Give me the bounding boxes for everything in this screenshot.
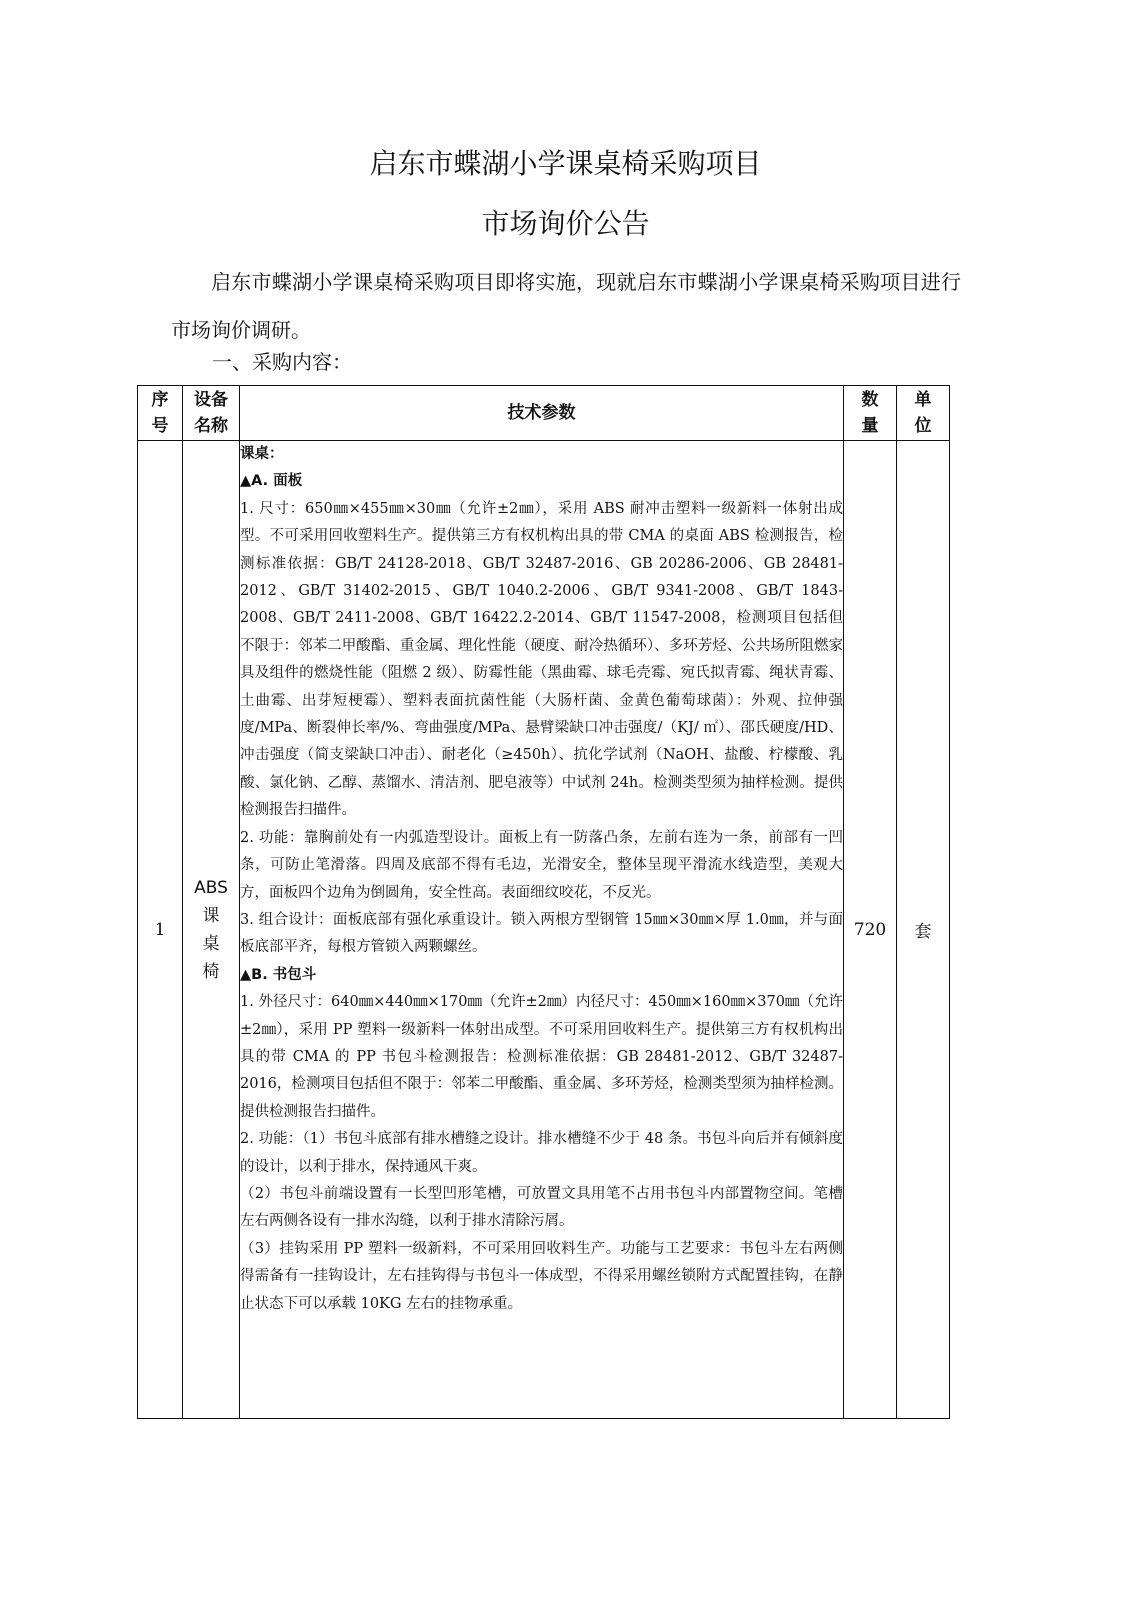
header-equipment-name: 设备 名称	[183, 386, 240, 441]
spec-b-item-1: 1. 外径尺寸：640㎜×440㎜×170㎜（允许±2㎜）内径尺寸：450㎜×160㎜×370㎜（允许±2㎜），采用 PP 塑料一级新料一体射出成型。不可采用回收料生产。提供第三方有权机构出具的带 CMA 的 PP 书包斗检测报告：检测标准依据：GB 28481-2012、GB/T 32487-2016，检测项目包括但不限于：邻苯二甲酸酯、重金属、多环芳烃，检测类型须为抽样检测。提供检测报告扫描件。	[240, 994, 843, 1120]
cell-unit: 套	[897, 441, 950, 1419]
table-row	[138, 441, 950, 1419]
procurement-table	[137, 385, 950, 1419]
cell-equipment-name: ABS 课 桌 椅	[183, 441, 240, 1419]
document-subtitle: 市场询价公告	[481, 207, 650, 240]
header-technical-params: 技术参数	[240, 386, 844, 441]
header-unit: 单 位	[897, 386, 950, 441]
document-title: 启东市蝶湖小学课桌椅采购项目	[369, 147, 762, 180]
spec-b-item-2-sub-3: （3）挂钩采用 PP 塑料一级新料，不可采用回收料生产。功能与工艺要求：书包斗左右两侧得需备有一挂钩设计，左右挂钩得与书包斗一体成型，不得采用螺丝锁附方式配置挂钩，在静止状态下可以承载 10KG 左右的挂物承重。	[240, 1240, 843, 1312]
spec-a-item-3: 3. 组合设计：面板底部有强化承重设计。锁入两根方型钢管 15㎜×30㎜×厚 1.0㎜，并与面板底部平齐，每根方管锁入两颗螺丝。	[240, 911, 843, 956]
table-header-row	[138, 386, 950, 441]
spec-section-b-heading: ▲B. 书包斗	[240, 966, 317, 983]
spec-a-item-1: 1. 尺寸：650㎜×455㎜×30㎜（允许±2㎜），采用 ABS 耐冲击塑料一级新料一体射出成型。不可采用回收塑料生产。提供第三方有权机构出具的带 CMA 的桌面 ABS 检测报告，检测标准依据：GB/T 24128-2018、GB/T 32487-2016、GB 20286-2006、GB 28481-2012、GB/T 31402-2015、GB/T 1040.2-2006、GB/T 9341-2008、GB/T 1843-2008、GB/T 2411-2008、GB/T 16422.2-2014、GB/T 11547-2008，检测项目包括但不限于：邻苯二甲酸酯、重金属、理化性能（硬度、耐冷热循环）、多环芳烃、公共场所阻燃家具及组件的燃烧性能（阻燃 2 级）、防霉性能（黑曲霉、球毛壳霉、宛氏拟青霉、绳状青霉、土曲霉、出芽短梗霉）、塑料表面抗菌性能（大肠杆菌、金黄色葡萄球菌）：外观、拉伸强度/MPa、断裂伸长率/%、弯曲强度/MPa、悬臂梁缺口冲击强度/（KJ/ ㎡）、邵氏硬度/HD、冲击强度（简支梁缺口冲击）、耐老化（≥450h）、抗化学试剂（NaOH、盐酸、柠檬酸、乳酸、氯化钠、乙醇、蒸馏水、清洁剂、肥皂液等）中试剂 24h。检测类型须为抽样检测。提供检测报告扫描件。	[240, 500, 843, 819]
intro-paragraph: 启东市蝶湖小学课桌椅采购项目即将实施，现就启东市蝶湖小学课桌椅采购项目进行市场询价调研。	[171, 270, 961, 342]
spec-section-a-heading: ▲A. 面板	[240, 473, 303, 490]
header-serial-no: 序 号	[138, 386, 183, 441]
spec-a-item-2: 2. 功能：靠胸前处有一内弧造型设计。面板上有一防落凸条，左前右连为一条，前部有一凹条，可防止笔滑落。四周及底部不得有毛边，光滑安全，整体呈现平滑流水线造型，美观大方，面板四个边角为倒圆角，安全性高。表面细纹咬花，不反光。	[240, 829, 843, 901]
header-quantity: 数 量	[844, 386, 897, 441]
section-heading-procurement: 一、采购内容：	[212, 350, 352, 374]
cell-serial-no: 1	[138, 441, 183, 1419]
spec-desk-label: 课桌：	[240, 446, 284, 462]
cell-quantity: 720	[844, 441, 897, 1419]
spec-b-item-2: 2. 功能：（1）书包斗底部有排水槽缝之设计。排水槽缝不少于 48 条。书包斗向后并有倾斜度的设计，以利于排水，保持通风干爽。	[240, 1131, 843, 1175]
cell-technical-params	[240, 441, 844, 1419]
spec-b-item-2-sub-2: （2）书包斗前端设置有一长型凹形笔槽，可放置文具用笔不占用书包斗内部置物空间。笔槽左右两侧各设有一排水沟缝，以利于排水清除污屑。	[240, 1185, 843, 1230]
